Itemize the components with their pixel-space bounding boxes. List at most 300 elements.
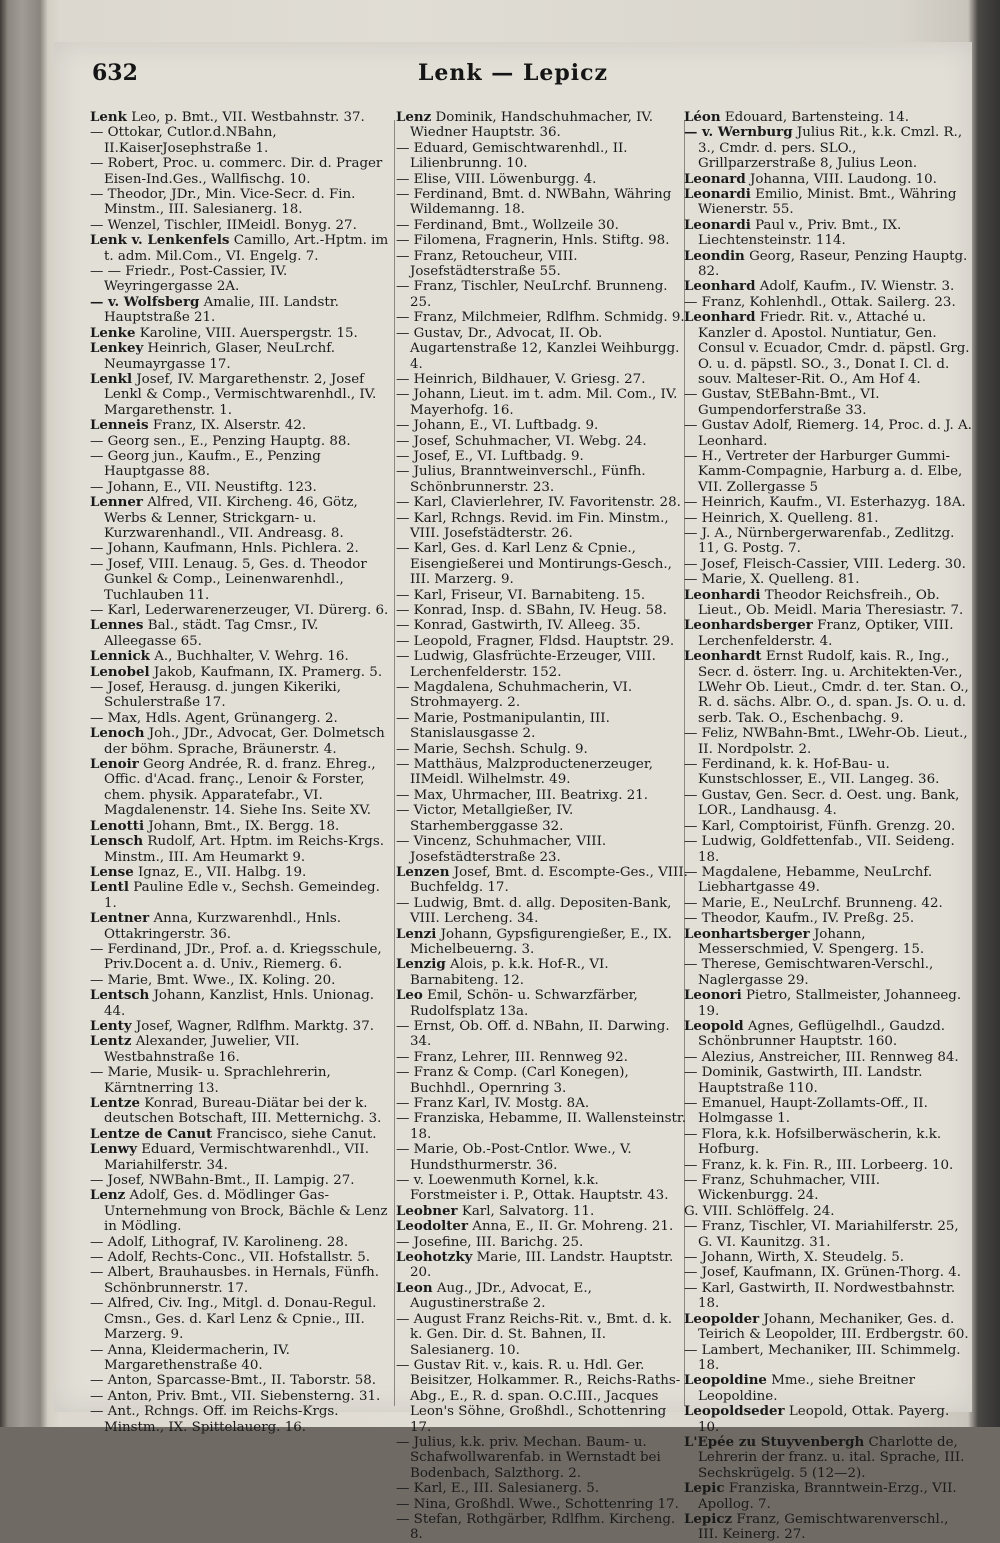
entry-details: — Marie, Bmt. Wwe., IX. Koling. 20.: [90, 972, 336, 988]
directory-entry: [684, 1096, 972, 1127]
entry-details: Georg, Raseur, Penzing Hauptg. 82.: [698, 248, 968, 280]
entry-details: Karoline, VIII. Auerspergstr. 15.: [139, 325, 358, 341]
entry-surname: Leondin: [684, 247, 745, 264]
directory-entry: [90, 1373, 390, 1388]
entry-details: — Therese, Gemischtwaren-Verschl., Naglergasse 29.: [684, 957, 934, 988]
entry-surname: L'Epée zu Stuyvenbergh: [684, 1433, 865, 1450]
entry-details: — Karl, Friseur, VI. Barnabiteng. 15.: [396, 587, 646, 603]
directory-entry: [396, 434, 688, 449]
column-rule: [394, 120, 395, 1406]
entry-surname: Leonhard: [684, 278, 756, 295]
directory-entry: [684, 449, 972, 495]
entry-details: — Johann, E., VII. Neustiftg. 123.: [90, 479, 317, 495]
entry-details: Johann, Gypsfigurengießer, E., IX. Michelbeuerng. 3.: [410, 926, 672, 957]
directory-entry: [684, 896, 972, 911]
entry-details: Alois, p. k.k. Hof-R., VI. Barnabiteng. 12.: [410, 957, 609, 988]
entry-details: — Theodor, JDr., Min. Vice-Secr. d. Fin. Minstm., III. Salesianerg. 18.: [90, 187, 356, 218]
directory-entry: [396, 1142, 688, 1173]
entry-surname: Leo: [396, 987, 423, 1004]
entry-details: — Karl, Lederwarenerzeuger, VI. Dürerg. 6.: [90, 603, 389, 618]
entry-surname: Leopolder: [684, 1310, 760, 1327]
entry-details: — Dominik, Gastwirth, III. Landstr. Hauptstraße 110.: [684, 1065, 923, 1096]
directory-entry: [684, 495, 972, 510]
entry-details: — Marie, Postmanipulantin, III. Stanislausgasse 2.: [396, 710, 610, 742]
entry-surname: Lenk v. Lenkenfels: [90, 232, 230, 249]
entry-details: — H., Vertreter der Harburger Gummi-Kamm-Compagnie, Harburg a. d. Elbe, VII. Zollergasse 5: [684, 448, 963, 495]
directory-entry: [684, 1065, 972, 1096]
directory-entry: [90, 880, 390, 911]
directory-entry: [396, 1312, 688, 1358]
entry-details: Francisco, siehe Canut.: [216, 1126, 377, 1142]
entry-surname: Lenzi: [396, 925, 437, 942]
directory-entry: [396, 1019, 688, 1050]
directory-entry: [684, 1204, 972, 1219]
directory-entry: [684, 1481, 972, 1512]
directory-entry: [684, 295, 972, 310]
directory-entry: [684, 125, 972, 171]
directory-entry: [684, 588, 972, 619]
entry-surname: Lenzen: [396, 863, 450, 880]
entry-surname: — v. Wernburg: [684, 124, 793, 141]
directory-entry: [396, 449, 688, 464]
directory-entry: [396, 326, 688, 372]
directory-entry: [90, 264, 390, 295]
entry-details: G. VIII. Schlöffelg. 24.: [684, 1203, 835, 1219]
directory-entry: [396, 141, 688, 172]
entry-surname: Lenwy: [90, 1141, 137, 1158]
entry-details: — Franz, Tischler, NeuLrchf. Brunneng. 25.: [396, 279, 668, 310]
directory-entry: [90, 218, 390, 233]
directory-entry: [396, 711, 688, 742]
entry-details: — Heinrich, Kaufm., VI. Esterhazyg. 18A.: [684, 495, 966, 511]
directory-entry: [684, 218, 972, 249]
directory-entry: [684, 1050, 972, 1065]
entry-details: — Ottokar, Cutlor.d.NBahn, II.KaiserJosephstraße 1.: [90, 125, 277, 156]
entry-surname: Lentl: [90, 879, 129, 896]
entry-surname: Lense: [90, 863, 134, 880]
directory-entry: [90, 557, 390, 603]
entry-details: — Karl, Ges. d. Karl Lenz & Cpnie., Eisengießerei und Montirungs-Gesch., III. Marzerg. 9.: [396, 541, 672, 588]
directory-entry: [396, 865, 688, 896]
directory-entry: [90, 1296, 390, 1342]
entry-surname: Leobner: [396, 1202, 458, 1219]
entry-details: Karl, Salvatorg. 11.: [461, 1203, 595, 1219]
directory-entry: [396, 603, 688, 618]
entry-details: Adolf, Ges. d. Mödlinger Gas-Unternehmung von Brock, Bächle & Lenz in Mödling.: [104, 1188, 388, 1235]
directory-entry: [684, 726, 972, 757]
entry-details: — Franz & Comp. (Carl Konegen), Buchhdl., Opernring 3.: [396, 1065, 629, 1096]
entry-details: — Anna, Kleidermacherin, IV. Margarethenstraße 40.: [90, 1342, 290, 1373]
directory-entry: [684, 1373, 972, 1404]
entry-details: — Karl, Comptoirist, Fünfh. Grenzg. 20.: [684, 818, 956, 834]
entry-surname: Lenkey: [90, 340, 144, 357]
directory-entry: [396, 172, 688, 187]
entry-details: — Marie, Musik- u. Sprachlehrerin, Kärntnerring 13.: [90, 1065, 331, 1096]
entry-details: — Karl, Rchngs. Revid. im Fin. Minstm., VIII. Josefstädterstr. 26.: [396, 510, 669, 541]
directory-entry: [396, 1065, 688, 1096]
entry-details: — Gustav, StEBahn-Bmt., VI. Gumpendorferstraße 33.: [684, 387, 880, 418]
entry-details: — Adolf, Rechts-Conc., VII. Hofstallstr. 5.: [90, 1250, 371, 1266]
directory-entry: [396, 1481, 688, 1496]
entry-details: — Ludwig, Goldfettenfab., VII. Seideng. 18.: [684, 834, 955, 865]
entry-surname: Lensch: [90, 833, 144, 850]
entry-surname: Leonori: [684, 987, 742, 1004]
directory-entry: [90, 649, 390, 664]
entry-details: Adolf, Kaufm., IV. Wienstr. 3.: [759, 279, 955, 295]
entry-details: Julius Rit., k.k. Cmzl. R., 3., Cmdr. d. pers. SLO., Grillparzerstraße 8, Julius Leon.: [698, 125, 963, 172]
entry-details: — Vincenz, Schuhmacher, VIII. Josefstädterstraße 23.: [396, 834, 607, 865]
directory-entry: [684, 788, 972, 819]
entry-details: — Johann, E., VI. Luftbadg. 9.: [396, 418, 599, 434]
entry-surname: Lentner: [90, 910, 150, 927]
directory-entry: [684, 988, 972, 1019]
entry-details: — Franziska, Hebamme, II. Wallensteinstr. 18.: [396, 1111, 687, 1142]
entry-surname: Lenobel: [90, 663, 150, 680]
directory-entry: [396, 1050, 688, 1065]
entry-details: Jakob, Kaufmann, IX. Pramerg. 5.: [153, 664, 383, 680]
directory-entry: [90, 618, 390, 649]
entry-details: — Wenzel, Tischler, IIMeidl. Bonyg. 27.: [90, 217, 357, 233]
directory-entry: [90, 1142, 390, 1173]
directory-entry: [684, 1219, 972, 1250]
directory-entry: [90, 1188, 390, 1234]
entry-details: — Victor, Metallgießer, IV. Starhemberggasse 32.: [396, 803, 574, 834]
directory-entry: [396, 511, 688, 542]
entry-details: Rudolf, Art. Hptm. im Reichs-Krgs. Minstm., III. Am Heumarkt 9.: [104, 834, 384, 865]
directory-entry: [90, 680, 390, 711]
directory-entry: [90, 603, 390, 618]
entry-details: — Marie, Sechsh. Schulg. 9.: [396, 741, 588, 757]
directory-entry: [90, 711, 390, 726]
entry-details: Franziska, Branntwein-Erzg., VII. Apollog. 7.: [698, 1481, 957, 1512]
directory-entry: [90, 973, 390, 988]
entry-details: Anna, E., II. Gr. Mohreng. 21.: [472, 1219, 674, 1235]
directory-entry: [684, 957, 972, 988]
directory-entry: [90, 495, 390, 541]
directory-entry: [396, 464, 688, 495]
entry-surname: Lentze de Canut: [90, 1125, 213, 1142]
directory-entry: [90, 233, 390, 264]
entry-details: — Josef, Herausg. d. jungen Kikeriki, Schulerstraße 17.: [90, 680, 341, 711]
entry-surname: Lennick: [90, 648, 150, 665]
directory-entry: [396, 788, 688, 803]
entry-details: — Karl, Clavierlehrer, IV. Favoritenstr. 28.: [396, 495, 681, 511]
directory-entry: [396, 618, 688, 633]
directory-entry: [684, 557, 972, 572]
entry-details: — Josef, NWBahn-Bmt., II. Lampig. 27.: [90, 1173, 355, 1189]
entry-details: Johanna, VIII. Laudong. 10.: [749, 171, 937, 187]
entry-surname: Leonardi: [684, 216, 751, 233]
entry-details: Josef, IV. Margarethenstr. 2, Josef Lenkl & Comp., Vermischtwarenhdl., IV. Margarethenstr. 1.: [104, 371, 377, 418]
entry-surname: Lepicz: [684, 1510, 733, 1527]
entry-details: — Heinrich, Bildhauer, V. Griesg. 27.: [396, 371, 646, 387]
entry-details: — Franz, Milchmeier, Rdlfhm. Schmidg. 9.: [396, 310, 685, 326]
entry-details: — Elise, VIII. Löwenburgg. 4.: [396, 171, 597, 187]
entry-details: Franz, Optiker, VIII. Lerchenfelderstr. 4.: [698, 618, 954, 649]
directory-entry: [90, 449, 390, 480]
directory-entry: [684, 1158, 972, 1173]
directory-entry: [684, 911, 972, 926]
entry-surname: Lenneis: [90, 417, 149, 434]
directory-entry: [396, 541, 688, 587]
directory-entry: [90, 1235, 390, 1250]
entry-details: Charlotte de, Lehrerin der franz. u. ital. Sprache, III. Sechskrügelg. 5 (12—2).: [698, 1434, 965, 1481]
entry-details: — Ludwig, Bmt. d. allg. Depositen-Bank, VIII. Lercheng. 34.: [396, 895, 672, 927]
entry-details: — Marie, E., NeuLrchf. Brunneng. 42.: [684, 895, 943, 911]
directory-entry: [90, 1250, 390, 1265]
entry-surname: Leohotzky: [396, 1249, 473, 1266]
entry-details: — August Franz Reichs-Rit. v., Bmt. d. k. k. Gen. Dir. d. St. Bahnen, II. Salesianerg. 10.: [396, 1311, 672, 1358]
entry-details: — Robert, Proc. u. commerc. Dir. d. Prager Eisen-Ind.Ges., Wallfischg. 10.: [90, 156, 383, 187]
entry-details: — Filomena, Fragnerin, Hnls. Stiftg. 98.: [396, 233, 670, 249]
entry-surname: Leonhardsberger: [684, 617, 813, 634]
directory-entry: [684, 649, 972, 726]
entry-details: — Theodor, Kaufm., IV. Preßg. 25.: [684, 911, 915, 927]
entry-details: — Gustav, Dr., Advocat, II. Ob. Augartenstraße 12, Kanzlei Weihburgg. 4.: [396, 325, 680, 372]
entry-details: — Heinrich, X. Quelleng. 81.: [684, 510, 879, 526]
entry-details: — Franz, Tischler, VI. Mariahilferstr. 25, G. VI. Kaunitzg. 31.: [684, 1219, 959, 1250]
directory-entry: [90, 418, 390, 433]
entry-details: Pauline Edle v., Sechsh. Gemeindeg. 1.: [104, 880, 380, 911]
entry-details: — Johann, Wirth, X. Steudelg. 5.: [684, 1250, 904, 1266]
entry-surname: Leonardi: [684, 186, 751, 203]
entry-surname: Lenkl: [90, 370, 133, 387]
directory-entry: [90, 819, 390, 834]
entry-details: — Adolf, Lithograf, IV. Karolineng. 28.: [90, 1234, 349, 1250]
directory-entry: [396, 233, 688, 248]
entry-details: — Franz, Kohlenhdl., Ottak. Sailerg. 23.: [684, 294, 956, 310]
entry-details: — Georg sen., E., Penzing Hauptg. 88.: [90, 433, 351, 449]
entry-details: — Johann, Lieut. im t. adm. Mil. Com., IV. Mayerhofg. 16.: [396, 387, 678, 418]
directory-entry: [396, 742, 688, 757]
entry-details: — Ferdinand, k. k. Hof-Bau- u. Kunstschlosser, E., VII. Langeg. 36.: [684, 757, 940, 788]
entry-details: A., Buchhalter, V. Wehrg. 16.: [154, 649, 349, 665]
directory-entry: [684, 1512, 972, 1543]
entry-details: — Ernst, Ob. Off. d. NBahn, II. Darwing. 34.: [396, 1018, 670, 1050]
directory-entry: [396, 1111, 688, 1142]
entry-details: Anna, Kurzwarenhdl., Hnls. Ottakringerstr. 36.: [104, 911, 341, 942]
directory-entry: [396, 1358, 688, 1435]
entry-details: Dominik, Handschuhmacher, IV. Wiedner Hauptstr. 36.: [410, 110, 654, 141]
directory-entry: [396, 896, 688, 927]
directory-entry: [90, 1034, 390, 1065]
page-number: 632: [92, 60, 138, 86]
entry-surname: Lenke: [90, 324, 136, 341]
entry-surname: Lentz: [90, 1033, 132, 1050]
entry-details: — Marie, X. Quelleng. 81.: [684, 572, 860, 588]
directory-entry: [684, 1435, 972, 1481]
directory-entry: [396, 1435, 688, 1481]
directory-entry: [396, 988, 688, 1019]
directory-entry: [396, 1250, 688, 1281]
directory-entry: [396, 588, 688, 603]
directory-entry: [90, 372, 390, 418]
entry-details: — Josef, Schuhmacher, VI. Webg. 24.: [396, 433, 647, 449]
entry-details: — Konrad, Gastwirth, IV. Alleeg. 35.: [396, 618, 641, 634]
entry-details: — Josef, E., VI. Luftbadg. 9.: [396, 448, 584, 464]
entry-details: — Franz Karl, IV. Mostg. 8A.: [396, 1096, 590, 1111]
entry-details: — Josef, Fleisch-Cassier, VIII. Lederg. 30.: [684, 556, 966, 572]
entry-surname: Lenotti: [90, 817, 145, 834]
entry-surname: Léon: [684, 109, 721, 125]
directory-entry: [684, 834, 972, 865]
entry-surname: Lentze: [90, 1095, 140, 1111]
entry-details: Joh., JDr., Advocat, Ger. Dolmetsch der böhm. Sprache, Bräunerstr. 4.: [104, 726, 385, 757]
directory-entry: [90, 1065, 390, 1096]
entry-details: — Josef, VIII. Lenaug. 5, Ges. d. Theodor Gunkel & Comp., Leinenwarenhdl., Tuchlauben 11.: [90, 556, 367, 603]
entry-details: Georg Andrée, R. d. franz. Ehreg., Offic. d'Acad. franç., Lenoir & Forster, chem. physik. Apparatefabr., VI. Magdalenenstr. 14. Siehe Ins. Seite XV.: [104, 757, 376, 819]
directory-entry: [396, 1497, 688, 1512]
directory-entry: [396, 803, 688, 834]
entry-details: Johann, Bmt., IX. Bergg. 18.: [148, 818, 340, 834]
column-right: [684, 109, 972, 1543]
directory-entry: [684, 279, 972, 294]
directory-entry: [90, 911, 390, 942]
entry-surname: Leonhartsberger: [684, 925, 810, 942]
directory-entry: [90, 1389, 390, 1404]
entry-surname: Lenk: [90, 109, 127, 125]
directory-entry: [396, 757, 688, 788]
entry-details: — Georg jun., Kaufm., E., Penzing Hauptgasse 88.: [90, 448, 321, 480]
entry-details: Theodor Reichsfreih., Ob. Lieut., Ob. Meidl. Maria Theresiastr. 7.: [698, 587, 964, 618]
column-left: [90, 109, 390, 1435]
directory-entry: [396, 218, 688, 233]
entry-details: — Anton, Priv. Bmt., VII. Siebensterng. 31.: [90, 1388, 381, 1404]
entry-details: Paul v., Priv. Bmt., IX. Liechtensteinstr. 114.: [698, 217, 902, 249]
directory-entry: [90, 988, 390, 1019]
entry-details: Edouard, Bartensteing. 14.: [724, 110, 909, 125]
directory-entry: [684, 1312, 972, 1343]
directory-entry: [90, 942, 390, 973]
directory-entry: [396, 1512, 688, 1543]
directory-entry: [396, 249, 688, 280]
entry-details: — Matthäus, Malzproductenerzeuger, IIMeidl. Wilhelmstr. 49.: [396, 757, 654, 788]
directory-entry: [684, 511, 972, 526]
entry-details: Pietro, Stallmeister, Johanneeg. 19.: [698, 988, 962, 1019]
entry-details: — Ferdinand, Bmt., Wollzeile 30.: [396, 217, 619, 233]
directory-entry: [90, 1265, 390, 1296]
directory-entry: [396, 634, 688, 649]
directory-entry: [684, 187, 972, 218]
entry-details: — Alfred, Civ. Ing., Mitgl. d. Donau-Regul. Cmsn., Ges. d. Karl Lenz & Cpnie., III. Marzerg. 9.: [90, 1296, 377, 1343]
directory-page: [54, 42, 972, 1543]
entry-details: — Franz, Schuhmacher, VIII. Wickenburgg. 24.: [684, 1173, 881, 1204]
entry-details: Agnes, Geflügelhdl., Gaudzd. Schönbrunner Hauptstr. 160.: [698, 1018, 946, 1050]
directory-entry: [90, 834, 390, 865]
directory-entry: [396, 495, 688, 510]
entry-details: — Konrad, Insp. d. SBahn, IV. Heug. 58.: [396, 603, 667, 618]
directory-entry: [684, 618, 972, 649]
entry-details: — Alezius, Anstreicher, III. Rennweg 84.: [684, 1049, 959, 1065]
entry-details: — — Friedr., Post-Cassier, IV. Weyringergasse 2A.: [90, 264, 288, 295]
directory-entry: [684, 387, 972, 418]
entry-details: — Franz, k. k. Fin. R., III. Lorbeerg. 10.: [684, 1157, 954, 1173]
entry-surname: Leonhard: [684, 309, 756, 326]
directory-entry: [396, 1204, 688, 1219]
directory-entry: [90, 187, 390, 218]
directory-entry: [90, 665, 390, 680]
entry-details: — Eduard, Gemischtwarenhdl., II. Lilienbrunng. 10.: [396, 140, 628, 172]
directory-entry: [396, 927, 688, 958]
directory-entry: [684, 757, 972, 788]
entry-details: — J. A., Nürnbergerwarenfab., Zedlitzg. 11, G. Postg. 7.: [684, 525, 955, 557]
entry-details: Marie, III. Landstr. Hauptstr. 20.: [410, 1250, 674, 1281]
directory-entry: [684, 110, 972, 125]
directory-entry: [684, 1343, 972, 1374]
directory-entry: [396, 649, 688, 680]
entry-details: — Max, Uhrmacher, III. Beatrixg. 21.: [396, 787, 649, 803]
entry-details: — Franz, Retoucheur, VIII. Josefstädterstraße 55.: [396, 248, 578, 280]
running-head: Lenk — Lepicz: [417, 60, 609, 86]
entry-details: — Ferdinand, JDr., Prof. a. d. Kriegsschule, Priv.Docent a. d. Univ., Riemerg. 6.: [90, 941, 382, 973]
entry-surname: Lenty: [90, 1017, 132, 1034]
directory-entry: [396, 1173, 688, 1204]
entry-details: — Ant., Rchngs. Off. im Reichs-Krgs. Minstm., IX. Spittelauerg. 16.: [90, 1404, 339, 1435]
entry-details: — Anton, Sparcasse-Bmt., II. Taborstr. 58.: [90, 1373, 377, 1389]
entry-details: Johann, Messerschmied, V. Spengerg. 15.: [698, 926, 925, 957]
entry-details: — Karl, E., III. Salesianerg. 5.: [396, 1481, 600, 1497]
entry-details: — Flora, k.k. Hofsilberwäscherin, k.k. Hofburg.: [684, 1126, 942, 1158]
entry-details: Alexander, Juwelier, VII. Westbahnstraße 16.: [104, 1034, 300, 1065]
entry-details: Franz, IX. Alserstr. 42.: [152, 418, 307, 434]
directory-entry: [684, 1173, 972, 1204]
entry-surname: Lenz: [90, 1187, 126, 1204]
entry-details: Amalie, III. Landstr. Hauptstraße 21.: [104, 294, 339, 326]
entry-details: Eduard, Vermischtwarenhdl., VII. Mariahilferstr. 34.: [104, 1142, 369, 1173]
entry-details: Camillo, Art.-Hptm. im t. adm. Mil.Com., VI. Engelg. 7.: [104, 233, 389, 264]
directory-entry: [684, 819, 972, 834]
entry-details: Emil, Schön- u. Schwarzfärber, Rudolfsplatz 13a.: [410, 988, 638, 1019]
directory-entry: [684, 172, 972, 187]
directory-entry: [90, 1019, 390, 1034]
entry-details: — Ludwig, Glasfrüchte-Erzeuger, VIII. Lerchenfelderstr. 152.: [396, 649, 656, 680]
entry-details: — Marie, Ob.-Post-Cntlor. Wwe., V. Hundsthurmerstr. 36.: [396, 1142, 632, 1173]
entry-surname: Lenner: [90, 494, 143, 511]
entry-surname: Leopoldseder: [684, 1403, 785, 1420]
directory-entry: [684, 1404, 972, 1435]
entry-details: Johann, Kanzlist, Hnls. Unionag. 44.: [104, 988, 375, 1019]
directory-entry: [90, 480, 390, 495]
directory-entry: [684, 526, 972, 557]
entry-details: — Nina, Großhdl. Wwe., Schottenring 17.: [396, 1496, 679, 1512]
entry-details: Bal., städt. Tag Cmsr., IV. Alleegasse 65.: [104, 618, 319, 649]
directory-entry: [684, 1281, 972, 1312]
entry-details: Ernst Rudolf, kais. R., Ing., Secr. d. österr. Ing. u. Architekten-Ver., LWehr Ob. Lieut., Cmdr. d. ter. Stan. O., R. d. sächs. Albr. O., d. span. Js. O. u. d. serb. Tak. O., Eschenbachg. 9.: [698, 649, 969, 726]
directory-entry: [90, 326, 390, 341]
entry-details: — Lambert, Mechaniker, III. Schimmelg. 18.: [684, 1342, 961, 1373]
directory-entry: [396, 310, 688, 325]
directory-entry: [396, 1219, 688, 1234]
directory-entry: [90, 341, 390, 372]
directory-entry: [684, 1265, 972, 1280]
directory-entry: [90, 1343, 390, 1374]
directory-entry: [684, 865, 972, 896]
entry-details: — Karl, Gastwirth, II. Nordwestbahnstr. 18.: [684, 1280, 956, 1312]
directory-entry: [90, 125, 390, 156]
entry-details: Heinrich, Glaser, NeuLrchf. Neumayrgasse 17.: [104, 341, 335, 372]
entry-details: — Josefine, III. Barichg. 25.: [396, 1234, 584, 1250]
directory-entry: [684, 310, 972, 387]
directory-entry: [396, 187, 688, 218]
directory-entry: [90, 757, 390, 819]
entry-details: — Feliz, NWBahn-Bmt., LWehr-Ob. Lieut., II. Nordpolstr. 2.: [684, 726, 968, 757]
directory-entry: [90, 295, 390, 326]
entry-surname: Lenoir: [90, 756, 139, 773]
entry-surname: Leopold: [684, 1017, 744, 1034]
entry-details: — Gustav Adolf, Riemerg. 14, Proc. d. J. A. Leonhard.: [684, 418, 972, 449]
entry-details: — Julius, k.k. priv. Mechan. Baum- u. Schafwollwarenfab. in Wernstadt bei Bodenbach, Salzthorg. 2.: [396, 1434, 661, 1481]
directory-entry: [684, 572, 972, 587]
